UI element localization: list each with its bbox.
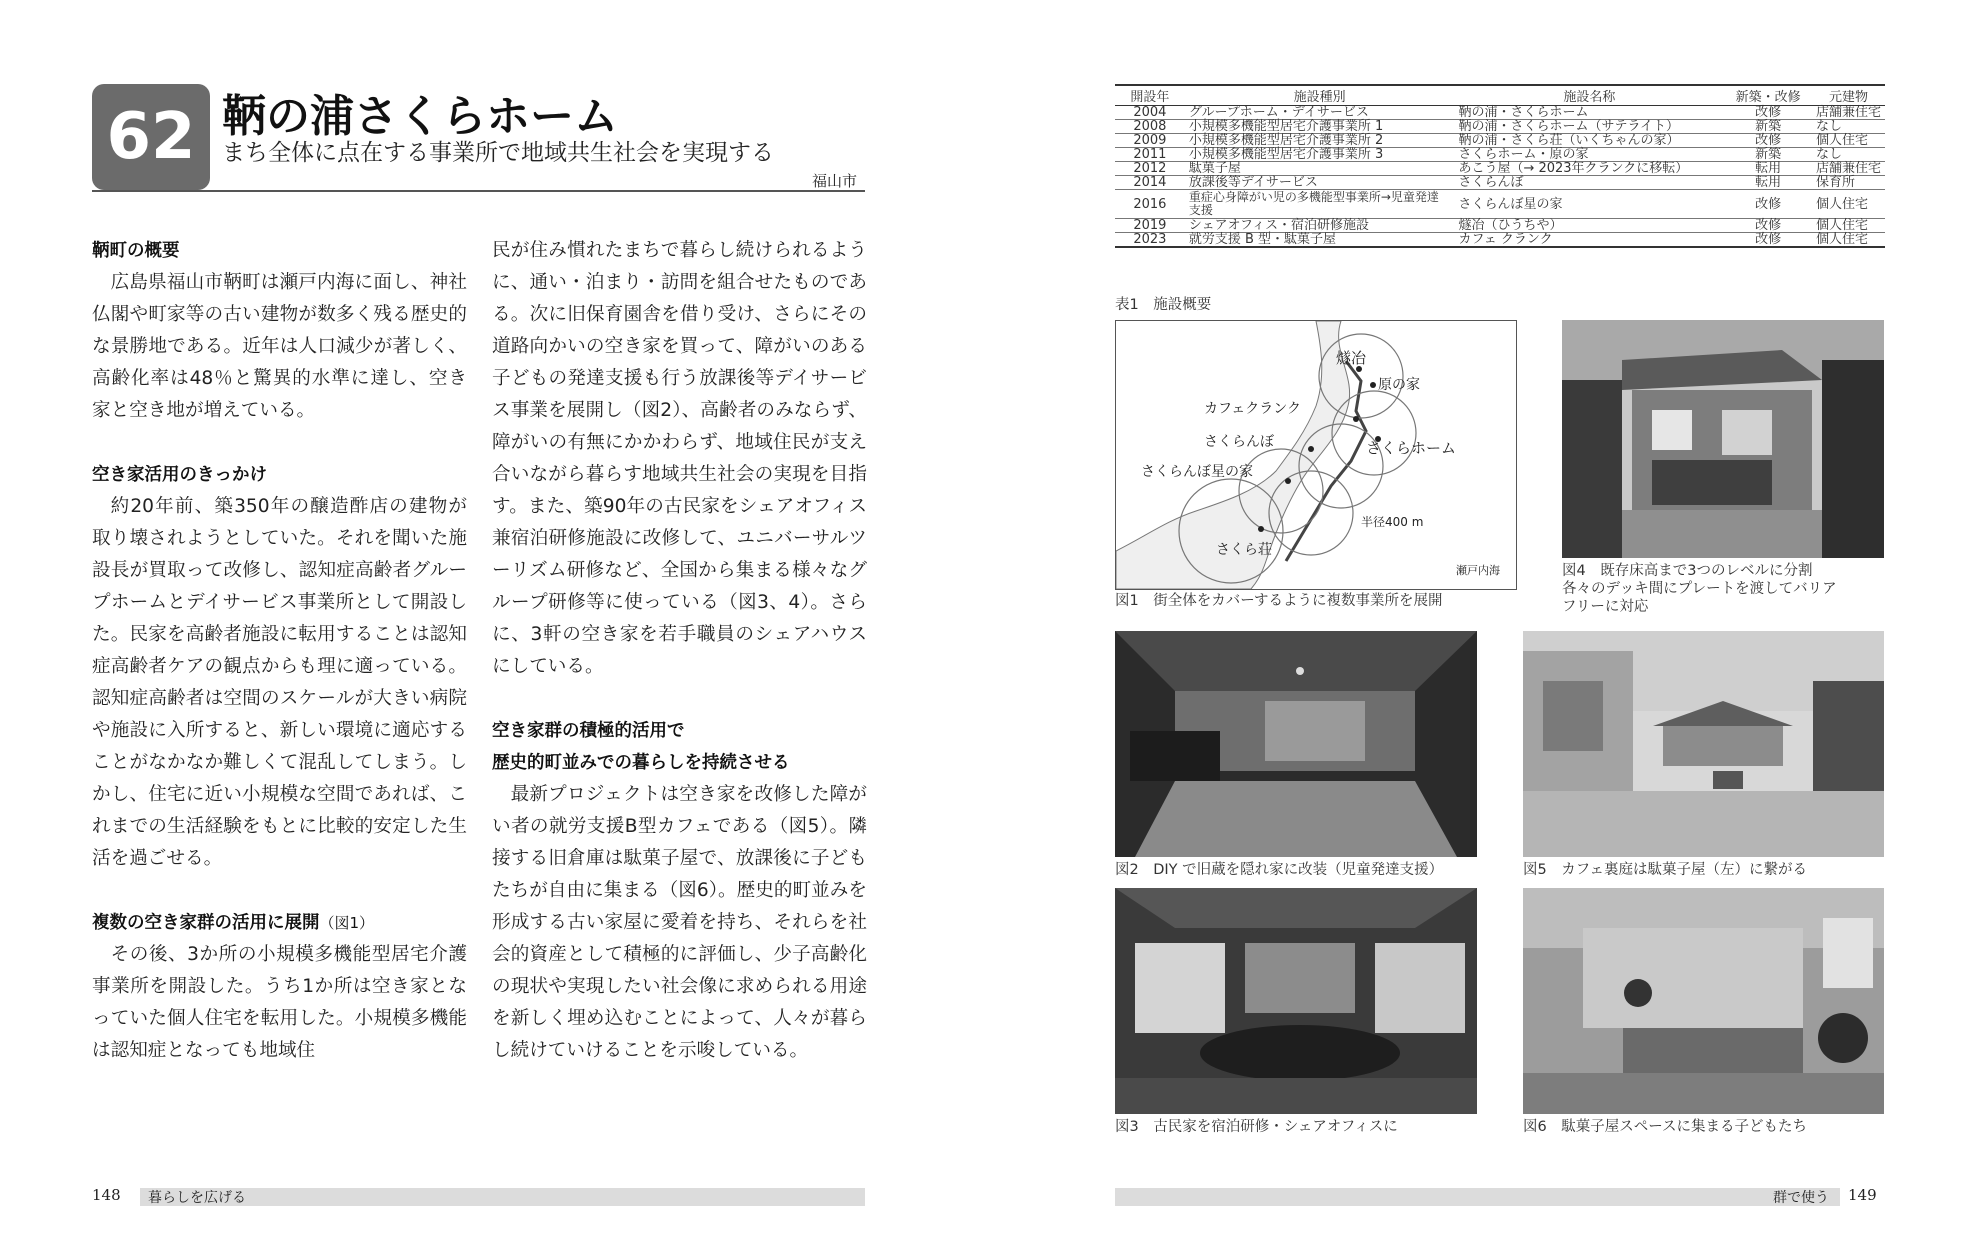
table-row: 2009 小規模多機能型居宅介護事業所 2 鞆の浦・さくら荘（いくちゃんの家） 改修 個人住宅 [1115, 134, 1885, 148]
facility-table [1115, 84, 1885, 248]
table-header-cell: 元建物 [1812, 85, 1885, 106]
map-label: さくらホーム [1366, 439, 1457, 457]
table-row: 2004 グループホーム・デイサービス 鞆の浦・さくらホーム 改修 店舗兼住宅 [1115, 106, 1885, 120]
section-heading: 空き家活用のきっかけ [92, 465, 267, 485]
table-row: 2016 重症心身障がい児の多機能型事業所→児童発達支援 さくらんぼ星の家 改修 個人住宅 [1115, 190, 1885, 219]
table-row: 2008 小規模多機能型居宅介護事業所 1 鞆の浦・さくらホーム（サテライト） 新築 なし [1115, 120, 1885, 134]
footer-bar [1115, 1188, 1840, 1206]
figure-2-photo [1115, 631, 1477, 857]
chapter-number: 62 [92, 84, 210, 190]
radius-circle [1332, 391, 1416, 475]
figure-2-caption: 図2 DIY で旧蔵を隠れ家に改装（児童発達支援） [1115, 862, 1444, 878]
table-caption: 表1 施設概要 [1115, 297, 1212, 313]
facility-point [1370, 382, 1376, 388]
table-row: 2014 放課後等デイサービス さくらんぼ 転用 保育所 [1115, 176, 1885, 190]
footer-label-left: 暮らしを広げる [148, 1190, 246, 1206]
map-label: 半径400 m [1361, 515, 1424, 529]
figure-6-caption: 図6 駄菓子屋スペースに集まる子どもたち [1523, 1119, 1807, 1135]
table-row: 2023 就労支援 B 型・駄菓子屋 カフェ クランク 改修 個人住宅 [1115, 233, 1885, 248]
footer-label-right: 群で使う [1773, 1190, 1829, 1206]
section-heading: 空き家群の積極的活用で [492, 721, 685, 741]
table-row: 2012 駄菓子屋 あこう屋（→ 2023年クランクに移転） 転用 店舗兼住宅 [1115, 162, 1885, 176]
table-header-cell: 施設種別 [1185, 85, 1455, 106]
title-rule [92, 190, 865, 192]
table-header-row [1115, 85, 1885, 106]
figure-reference: （図1） [319, 914, 375, 932]
map-label: 燧冶 [1336, 349, 1367, 367]
figure-4-caption-line1: 図4 既存床高まで3つのレベルに分割 [1562, 563, 1813, 579]
table-header-cell: 施設名称 [1454, 85, 1724, 106]
figure-3-caption: 図3 古民家を宿泊研修・シェアオフィスに [1115, 1119, 1398, 1135]
paragraph: 広島県福山市鞆町は瀬戸内海に面し、神社仏閣や町家等の古い建物が数多く残る歴史的な景勝地である。近年は人口減少が著しく、高齢化率は48％と驚異的水準に達し、空き家と空き地が増えている。 [92, 272, 467, 421]
paragraph: 最新プロジェクトは空き家を改修した障がい者の就労支援B型カフェである（図5）。隣接する旧倉庫は駄菓子屋で、放課後に子どもたちが自由に集まる（図6）。歴史的町並みを形成する古い家屋に愛着を持ち、それらを社会的資産として積極的に評価し、少子高齢化の現状や実現したい社会像に求められる用途を新しく埋め込むことによって、人々が暮らし続けていけることを示唆している。 [492, 784, 867, 1061]
section-heading: 歴史的町並みでの暮らしを持続させる [492, 753, 790, 773]
figure-5-caption: 図5 カフェ裏庭は駄菓子屋（左）に繋がる [1523, 862, 1807, 878]
footer-bar [140, 1188, 865, 1206]
figure-4-photo [1562, 320, 1884, 558]
figure-5-photo [1523, 631, 1884, 857]
map-label: 瀬戸内海 [1456, 564, 1500, 577]
text-column-1 [92, 235, 467, 1067]
section-heading: 鞆町の概要 [92, 241, 180, 261]
paragraph: 約20年前、築350年の醸造酢店の建物が取り壊されようとしていた。それを聞いた施設長が買取って改修し、認知症高齢者グループホームとデイサービス事業所として開設した。民家を高齢者施設に転用することは認知症高齢者ケアの観点からも理に適っている。認知症高齢者は空間のスケールが大きい病院や施設に入所すると、新しい環境に適応することがなかなか難しくて混乱してしまう。しかし、住宅に近い小規模な空間であれば、これまでの生活経験をもとに比較的安定した生活を過ごせる。 [92, 496, 467, 869]
text-column-2 [492, 235, 867, 1067]
facility-point [1308, 446, 1314, 452]
map-label: さくら荘 [1216, 542, 1272, 558]
table-header-cell: 新築・改修 [1724, 85, 1812, 106]
page-number-right: 149 [1848, 1186, 1877, 1204]
city-label: 福山市 [812, 172, 858, 190]
map-label: さくらんぼ [1204, 434, 1274, 450]
figure-1-map [1115, 320, 1517, 590]
map-label: 原の家 [1378, 377, 1420, 393]
page-title: 鞆の浦さくらホーム [222, 91, 618, 142]
facility-point [1353, 416, 1359, 422]
map-label: さくらんぼ星の家 [1141, 464, 1253, 480]
figure-3-photo [1115, 888, 1477, 1114]
map-label: カフェクランク [1204, 401, 1302, 417]
paragraph: その後、3か所の小規模多機能型居宅介護事業所を開設した。うち1か所は空き家となっていた個人住宅を転用した。小規模多機能は認知症となっても地域住 [92, 944, 467, 1061]
table-header-cell: 開設年 [1115, 85, 1185, 106]
section-heading: 複数の空き家群の活用に展開（図1） [92, 913, 375, 933]
table-row: 2019 シェアオフィス・宿泊研修施設 燧冶（ひうちや） 改修 個人住宅 [1115, 219, 1885, 233]
paragraph: 民が住み慣れたまちで暮らし続けられるように、通い・泊まり・訪問を組合せたものである。次に旧保育園舎を借り受け、さらにその道路向かいの空き家を買って、障がいのある子どもの発達支援も行う放課後等デイサービス事業を展開し（図2）、高齢者のみならず、障がいの有無にかかわらず、地域住民が支え合いながら暮らす地域共生社会の実現を目指す。また、築90年の古民家をシェアオフィス兼宿泊研修施設に改修して、ユニバーサルツーリズム研修など、全国から集まる様々なグループ研修等に使っている（図3、4）。さらに、3軒の空き家を若手職員のシェアハウスにしている。 [492, 240, 867, 677]
table-row: 2011 小規模多機能型居宅介護事業所 3 さくらホーム・原の家 新築 なし [1115, 148, 1885, 162]
facility-point [1258, 526, 1264, 532]
figure-6-photo [1523, 888, 1884, 1114]
page-number-left: 148 [92, 1186, 121, 1204]
facility-point [1285, 478, 1291, 484]
page-subtitle: まち全体に点在する事業所で地域共生社会を実現する [222, 140, 774, 166]
figure-4-caption-line2: 各々のデッキ間にプレートを渡してバリア [1562, 581, 1837, 597]
figure-1-caption: 図1 街全体をカバーするように複数事業所を展開 [1115, 593, 1443, 609]
map-drawing [1116, 321, 1516, 589]
figure-4-caption-line3: フリーに対応 [1562, 599, 1649, 615]
